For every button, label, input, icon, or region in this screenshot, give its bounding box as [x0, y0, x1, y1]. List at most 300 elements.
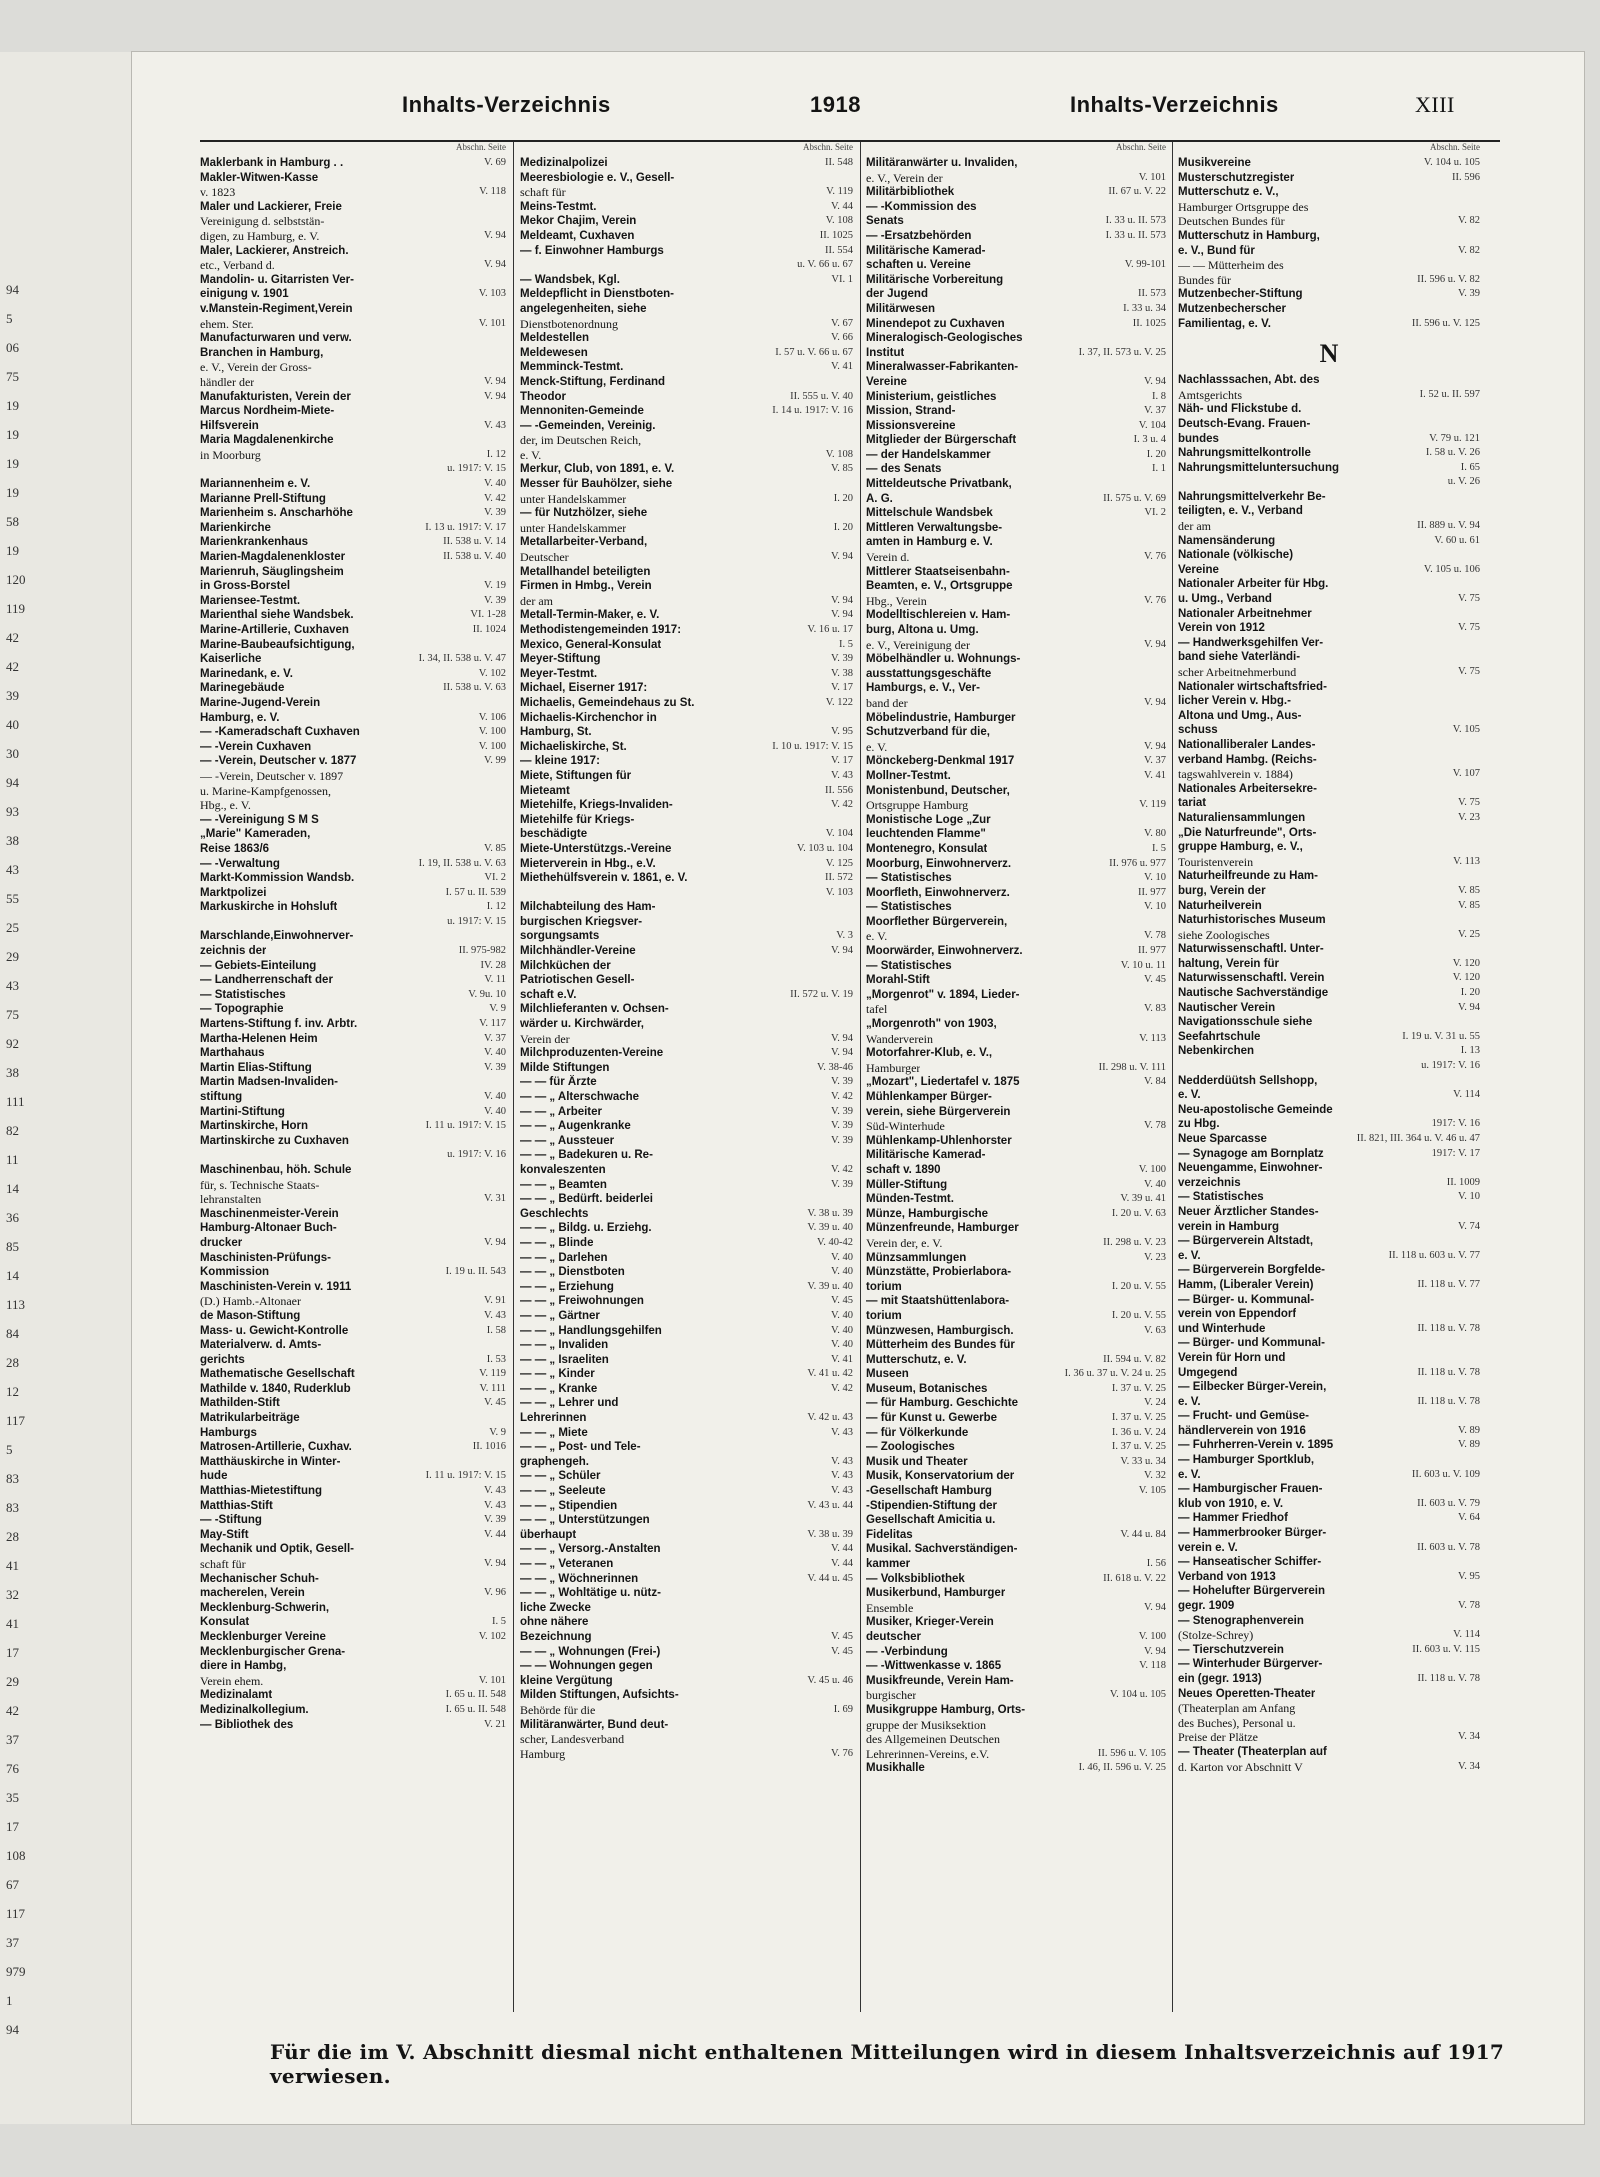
entry-title: v. 1823	[200, 185, 236, 200]
previous-page-number: 92	[6, 1036, 19, 1051]
entry-reference: I. 14 u. 1917: V. 16	[772, 405, 853, 417]
index-entry	[200, 1178, 506, 1193]
index-entry	[1178, 1672, 1480, 1687]
index-entry	[200, 827, 506, 842]
entry-reference: V. 94	[831, 945, 853, 957]
index-entry	[200, 1499, 506, 1514]
index-entry	[1178, 1366, 1480, 1381]
index-entry	[866, 740, 1166, 755]
entry-title: Marinegebäude	[200, 682, 285, 695]
index-entry	[200, 185, 506, 200]
entry-title: Maler und Lackierer, Freie	[200, 200, 342, 213]
entry-title: Mathematische Gesellschaft	[200, 1368, 355, 1381]
index-entry	[200, 579, 506, 594]
index-column-1	[200, 142, 506, 1732]
index-entry	[866, 1557, 1166, 1572]
index-entry	[200, 813, 506, 828]
index-entry	[200, 1119, 506, 1134]
index-entry	[1178, 1117, 1480, 1132]
index-entry	[520, 871, 853, 886]
entry-title: händlerverein von 1916	[1178, 1424, 1306, 1437]
entry-reference: V. 42	[484, 492, 506, 504]
entry-title: — — „ Bedürft. beiderlei	[520, 1193, 653, 1206]
entry-reference: V. 45	[1144, 974, 1166, 986]
entry-title: — — „ Aussteuer	[520, 1134, 615, 1147]
entry-title: Bezeichnung	[520, 1630, 592, 1643]
entry-reference: V. 40	[484, 1091, 506, 1102]
entry-title: verein e. V.	[1178, 1541, 1238, 1554]
entry-title: Mieteamt	[520, 784, 570, 797]
entry-reference: I. 53	[486, 1353, 506, 1365]
entry-title: amten in Hamburg e. V.	[866, 536, 993, 549]
index-entry	[520, 1353, 853, 1368]
index-entry	[866, 579, 1166, 594]
entry-reference: II. 118 u. V. 78	[1417, 1395, 1480, 1407]
index-entry	[200, 608, 506, 623]
entry-title: Kommission	[200, 1266, 270, 1279]
entry-title: — — „ Freiwohnungen	[520, 1295, 644, 1308]
entry-title: Naturaliensammlungen	[1178, 811, 1306, 824]
entry-title: Verein für Horn und	[1178, 1351, 1286, 1364]
index-entry	[1178, 869, 1480, 884]
entry-title: — -Stiftung	[200, 1514, 262, 1527]
entry-title: Milchhändler-Vereine	[520, 945, 636, 958]
index-entry	[1178, 1293, 1480, 1308]
entry-title: Merkur, Club, von 1891, e. V.	[520, 463, 675, 476]
entry-reference: II. 1024	[472, 624, 506, 635]
index-entry	[200, 959, 506, 974]
index-entry	[1178, 1701, 1480, 1716]
index-entry	[866, 1469, 1166, 1484]
index-entry	[1178, 1745, 1480, 1760]
entry-reference: V. 89	[1458, 1424, 1480, 1436]
entry-title: Naturwissenschaftl. Verein	[1178, 972, 1325, 985]
entry-reference: V. 82	[1458, 215, 1480, 227]
entry-title: — Handwerksgehilfen Ver-	[1178, 636, 1324, 649]
index-entry	[1178, 767, 1480, 782]
index-entry	[866, 900, 1166, 915]
index-entry	[866, 1032, 1166, 1047]
index-entry	[1178, 1132, 1480, 1147]
index-entry	[866, 1221, 1166, 1236]
index-entry	[1178, 899, 1480, 914]
index-entry	[520, 302, 853, 317]
index-entry	[1178, 317, 1480, 332]
entry-title: — — „ Augenkranke	[520, 1120, 631, 1133]
previous-page-number: 28	[6, 1529, 19, 1544]
index-entry	[1178, 592, 1480, 607]
entry-title: Deutscher	[520, 550, 569, 565]
entry-reference: V. 85	[484, 842, 506, 854]
entry-reference: V. 108	[825, 215, 853, 227]
index-entry	[866, 156, 1166, 171]
index-entry	[520, 638, 853, 653]
entry-title: Missionsvereine	[866, 419, 956, 432]
index-entry	[1178, 694, 1480, 709]
entry-reference: V. 38 u. 39	[807, 1207, 853, 1219]
entry-title: Marienheim s. Anscharhöhe	[200, 507, 353, 520]
index-entry	[520, 813, 853, 828]
entry-title: — -Verein Cuxhaven	[200, 740, 312, 753]
index-entry	[200, 1148, 506, 1163]
entry-title: band der	[866, 695, 908, 710]
index-entry	[1178, 1103, 1480, 1118]
entry-reference: II. 572 u. V. 19	[790, 988, 853, 1000]
index-entry	[866, 258, 1166, 273]
entry-title: Nautischer Verein	[1178, 1001, 1276, 1014]
entry-title: Musikhalle	[866, 1762, 925, 1775]
previous-page-number: 39	[6, 688, 19, 703]
entry-title: Moorflether Bürgerverein,	[866, 915, 1008, 928]
entry-reference: V. 43	[484, 1499, 506, 1511]
index-entry	[866, 521, 1166, 536]
index-entry	[200, 1674, 506, 1689]
previous-page-number: 76	[6, 1761, 19, 1776]
index-entry	[520, 477, 853, 492]
index-entry	[1178, 1628, 1480, 1643]
entry-reference: I. 20 u. V. 55	[1111, 1309, 1166, 1321]
entry-title: Militäranwärter, Bund deut-	[520, 1718, 669, 1731]
index-entry	[1178, 1468, 1480, 1483]
entry-title: — — „ Versorg.-Anstalten	[520, 1543, 661, 1556]
entry-title: Münzenfreunde, Hamburger	[866, 1222, 1019, 1235]
entry-reference: V. 91	[484, 1295, 506, 1307]
entry-reference: V. 95	[831, 726, 853, 738]
index-entry	[200, 1353, 506, 1368]
index-entry	[1178, 1584, 1480, 1599]
index-entry	[200, 1324, 506, 1339]
entry-title: — Topographie	[200, 1003, 284, 1016]
entry-title: Touristenverein	[1178, 854, 1254, 869]
entry-title: Mühlenkamper Bürger-	[866, 1091, 992, 1103]
entry-reference: II. 575 u. V. 69	[1103, 492, 1166, 504]
entry-reference: V. 43	[831, 1455, 853, 1467]
entry-title: Naturheilverein	[1178, 899, 1262, 912]
index-entry	[866, 1382, 1166, 1397]
entry-reference: V. 21	[484, 1718, 506, 1730]
index-entry	[866, 448, 1166, 463]
index-entry	[520, 1630, 853, 1645]
entry-reference: V. 78	[1144, 1120, 1166, 1132]
index-entry	[866, 273, 1166, 288]
entry-reference: VI. 2	[484, 872, 506, 884]
entry-title: der, im Deutschen Reich,	[520, 433, 642, 448]
entry-title: Wanderverein	[866, 1031, 933, 1046]
entry-title: Militäranwärter u. Invaliden,	[866, 157, 1018, 169]
entry-title: verein von Eppendorf	[1178, 1308, 1297, 1321]
entry-title: Monistische Loge „Zur	[866, 813, 991, 826]
index-entry	[866, 754, 1166, 769]
entry-reference: V. 38-46	[817, 1061, 853, 1073]
entry-reference: u. 1917: V. 15	[447, 915, 506, 927]
entry-title: — -Vereinigung S M S	[200, 813, 319, 826]
index-entry	[200, 1630, 506, 1645]
entry-title: Mutterschutz in Hamburg,	[1178, 229, 1320, 242]
entry-title: Miete-Unterstützgs.-Vereine	[520, 842, 672, 855]
entry-title: Mitglieder der Bürgerschaft	[866, 434, 1017, 447]
index-entry	[200, 769, 506, 784]
entry-reference: V. 76	[831, 1747, 853, 1759]
entry-title: wärder u. Kirchwärder,	[520, 1018, 644, 1031]
entry-title: zu Hbg.	[1178, 1118, 1220, 1131]
entry-reference: V. 94	[484, 375, 506, 387]
index-entry	[1178, 273, 1480, 288]
index-entry	[866, 1528, 1166, 1543]
index-entry	[1178, 287, 1480, 302]
previous-page-number: 17	[6, 1819, 19, 1834]
index-entry	[1178, 738, 1480, 753]
previous-page-number: 19	[6, 485, 19, 500]
entry-reference: V. 39	[484, 507, 506, 519]
entry-title: Münden-Testmt.	[866, 1193, 954, 1206]
entry-reference: 1917: V. 17	[1431, 1147, 1480, 1159]
index-entry	[520, 623, 853, 638]
index-entry	[866, 1411, 1166, 1426]
entry-reference: V. 44 u. 84	[1120, 1528, 1166, 1540]
entry-title: leuchtenden Flamme"	[866, 828, 986, 841]
entry-reference: I. 33 u. 34	[1123, 302, 1166, 314]
index-entry	[520, 1674, 853, 1689]
entry-reference: I. 5	[839, 638, 853, 650]
index-entry	[866, 200, 1166, 215]
entry-reference: VI. 1-28	[470, 609, 506, 621]
entry-title: Deutsch-Evang. Frauen-	[1178, 417, 1311, 430]
index-entry	[866, 842, 1166, 857]
entry-title: tafel	[866, 1002, 888, 1017]
entry-title: Ortsgruppe Hamburg	[866, 798, 969, 813]
entry-reference: u. 1917: V. 16	[447, 1149, 506, 1161]
entry-title: — -Kameradschaft Cuxhaven	[200, 726, 360, 739]
entry-title: ehem. Ster.	[200, 316, 254, 331]
entry-reference: V. 105	[1138, 1485, 1166, 1497]
entry-title: — Hamburger Sportklub,	[1178, 1454, 1315, 1467]
index-entry	[520, 331, 853, 346]
index-entry	[200, 638, 506, 653]
entry-reference: V. 75	[1458, 666, 1480, 677]
entry-title: Nahrungsmitteluntersuchung	[1178, 461, 1340, 474]
index-entry	[200, 1455, 506, 1470]
entry-reference: V. 45	[831, 1630, 853, 1642]
entry-title: Mineralwasser-Fabrikanten-	[866, 361, 1019, 374]
entry-reference: I. 8	[1152, 390, 1166, 402]
entry-title: Marien-Magdalenenkloster	[200, 551, 346, 564]
index-entry	[520, 1090, 853, 1105]
index-entry	[1178, 577, 1480, 592]
entry-title: Verein der, e. V.	[866, 1235, 943, 1250]
entry-reference: V. 74	[1458, 1220, 1480, 1232]
entry-reference: V. 103	[478, 288, 506, 300]
entry-reference: V. 39	[831, 653, 853, 665]
index-entry	[866, 550, 1166, 565]
entry-title: torium	[866, 1309, 902, 1322]
index-entry	[1178, 1088, 1480, 1103]
entry-reference: II. 67 u. V. 22	[1108, 186, 1166, 198]
previous-page-number: 43	[6, 978, 19, 993]
entry-title: Mollner-Testmt.	[866, 769, 951, 782]
entry-title: graphengeh.	[520, 1455, 590, 1468]
index-entry	[200, 1075, 506, 1090]
index-entry	[520, 1046, 853, 1061]
entry-reference: I. 58	[486, 1324, 506, 1336]
index-entry	[866, 1163, 1166, 1178]
entry-title: Mandolin- u. Gitarristen Ver-	[200, 273, 354, 286]
entry-title: bundes	[1178, 432, 1219, 445]
entry-title: — Bürgerverein Borgfelde-	[1178, 1264, 1325, 1277]
entry-title: drucker	[200, 1236, 243, 1249]
index-entry	[866, 959, 1166, 974]
entry-title: Museum, Botanisches	[866, 1382, 988, 1395]
column-divider	[1172, 142, 1173, 2012]
entry-title: Metallhandel beteiligten	[520, 565, 651, 578]
entry-title: Vereine	[1178, 563, 1219, 576]
index-entry	[200, 390, 506, 405]
entry-title: deutscher	[866, 1630, 921, 1643]
entry-reference: V. 94	[1144, 375, 1166, 387]
index-entry	[866, 360, 1166, 375]
index-entry	[1178, 1511, 1480, 1526]
index-entry	[520, 1499, 853, 1514]
index-entry	[520, 1105, 853, 1120]
entry-reference: V. 94	[1144, 696, 1166, 708]
index-entry	[1178, 373, 1480, 388]
entry-title: Metallarbeiter-Verband,	[520, 536, 648, 549]
entry-reference: V. 101	[478, 1674, 506, 1686]
index-entry	[1178, 1482, 1480, 1497]
previous-page-number: 117	[6, 1906, 26, 1921]
index-entry	[200, 419, 506, 434]
index-entry	[866, 1017, 1166, 1032]
index-entry	[200, 1411, 506, 1426]
entry-title: licher Verein v. Hbg.-	[1178, 695, 1291, 708]
entry-title: e. V., Verein der	[866, 170, 943, 185]
entry-reference: V. 104	[825, 828, 853, 840]
entry-reference: II. 573	[1138, 288, 1166, 300]
index-entry	[200, 1615, 506, 1630]
entry-reference: I. 20 u. V. 55	[1111, 1280, 1166, 1292]
entry-title: — — „ Beamten	[520, 1178, 607, 1191]
entry-title: — Volksbibliothek	[866, 1572, 965, 1585]
entry-reference: V. 45	[484, 1397, 506, 1409]
entry-reference: V. 104 u. 105	[1423, 157, 1480, 168]
entry-reference: VI. 2	[1144, 507, 1166, 519]
entry-title: — — „ Badekuren u. Re-	[520, 1149, 653, 1162]
entry-title: Militärische Kamerad-	[866, 244, 986, 257]
index-entry	[520, 1528, 853, 1543]
index-entry	[520, 1659, 853, 1674]
entry-reference: I. 5	[492, 1616, 506, 1628]
index-entry	[520, 550, 853, 565]
index-entry	[866, 244, 1166, 259]
entry-reference: u. 1917: V. 15	[447, 463, 506, 475]
index-entry	[520, 1455, 853, 1470]
entry-title: Schutzverband für die,	[866, 726, 990, 739]
entry-title: burgischen Kriegsver-	[520, 915, 643, 928]
index-entry	[520, 156, 853, 171]
index-entry	[866, 1236, 1166, 1251]
entry-title: Nationaler Arbeitnehmer	[1178, 607, 1312, 620]
entry-title: Lehrerinnen	[520, 1412, 587, 1425]
entry-reference: I. 33 u. II. 573	[1105, 215, 1166, 227]
entry-title: unter Handelskammer	[520, 491, 627, 506]
index-entry	[1178, 1015, 1480, 1030]
index-entry	[866, 988, 1166, 1003]
entry-title: digen, zu Hamburg, e. V.	[200, 228, 320, 243]
index-entry	[200, 565, 506, 580]
entry-title: gruppe Hamburg, e. V.,	[1178, 841, 1303, 854]
entry-title: u. Umg., Verband	[1178, 593, 1272, 606]
entry-reference: V. 114	[1453, 1629, 1480, 1641]
entry-reference: V. 43	[831, 769, 853, 781]
entry-title: — für Nutzhölzer, siehe	[520, 507, 648, 520]
index-entry	[520, 390, 853, 405]
entry-reference: V. 96	[484, 1587, 506, 1599]
entry-reference: V. 42	[831, 1382, 853, 1394]
index-entry	[200, 886, 506, 901]
entry-title: e. V., Vereinigung der	[866, 637, 970, 652]
entry-title: — — „ Lehrer und	[520, 1397, 619, 1410]
index-entry	[866, 1396, 1166, 1411]
index-entry	[866, 871, 1166, 886]
entry-reference: V. 105	[1452, 724, 1480, 736]
index-entry	[520, 1732, 853, 1747]
entry-title: Beamten, e. V., Ortsgruppe	[866, 580, 1013, 593]
header-title-left: Inhalts-Verzeichnis	[402, 92, 611, 117]
entry-title: — Hamburgischer Frauen-	[1178, 1483, 1323, 1496]
entry-title: Mütterheim des Bundes für	[866, 1339, 1015, 1352]
previous-page-number: 75	[6, 1007, 19, 1022]
index-entry	[520, 214, 853, 229]
entry-reference: II. 1009	[1446, 1176, 1480, 1188]
entry-title: Milchlieferanten v. Ochsen-	[520, 1003, 669, 1016]
entry-title: Marinedank, e. V.	[200, 667, 293, 680]
entry-title: — — „ Veteranen	[520, 1558, 614, 1570]
previous-page-number: 58	[6, 514, 19, 529]
index-entry	[200, 448, 506, 463]
entry-reference: V. 25	[1458, 928, 1480, 940]
entry-title: händler der	[200, 374, 255, 389]
previous-page-number: 42	[6, 1703, 19, 1718]
entry-title: — -Verein, Deutscher v. 1897	[200, 768, 344, 783]
entry-reference: II. 118 u. V. 78	[1417, 1672, 1480, 1684]
entry-title: Mönckeberg-Denkmal 1917	[866, 755, 1015, 768]
index-entry	[200, 594, 506, 609]
index-entry	[1178, 171, 1480, 186]
entry-title: e. V.	[1178, 1089, 1201, 1102]
index-entry	[1178, 1190, 1480, 1205]
index-entry	[200, 1207, 506, 1222]
previous-page-number: 28	[6, 1355, 19, 1370]
index-entry	[520, 185, 853, 200]
index-entry	[1178, 1147, 1480, 1162]
entry-title: Minendepot zu Cuxhaven	[866, 317, 1005, 330]
entry-reference: V. 39	[831, 1134, 853, 1146]
entry-title: angelegenheiten, siehe	[520, 302, 647, 315]
index-entry	[200, 1572, 506, 1587]
entry-title: Miete, Stiftungen für	[520, 769, 632, 782]
index-entry	[866, 390, 1166, 405]
entry-reference: V. 75	[1458, 593, 1480, 605]
previous-page-number: 37	[6, 1732, 19, 1747]
entry-title: Namensänderung	[1178, 534, 1276, 547]
entry-title: Marktpolizei	[200, 886, 267, 899]
entry-title: Martinskirche zu Cuxhaven	[200, 1134, 349, 1147]
index-entry	[200, 973, 506, 988]
previous-page-number: 14	[6, 1268, 19, 1283]
entry-reference: I. 19 u. II. 543	[445, 1266, 506, 1278]
index-entry	[866, 171, 1166, 186]
entry-reference: IV. 28	[480, 959, 506, 971]
entry-title: Mekor Chajim, Verein	[520, 215, 637, 228]
